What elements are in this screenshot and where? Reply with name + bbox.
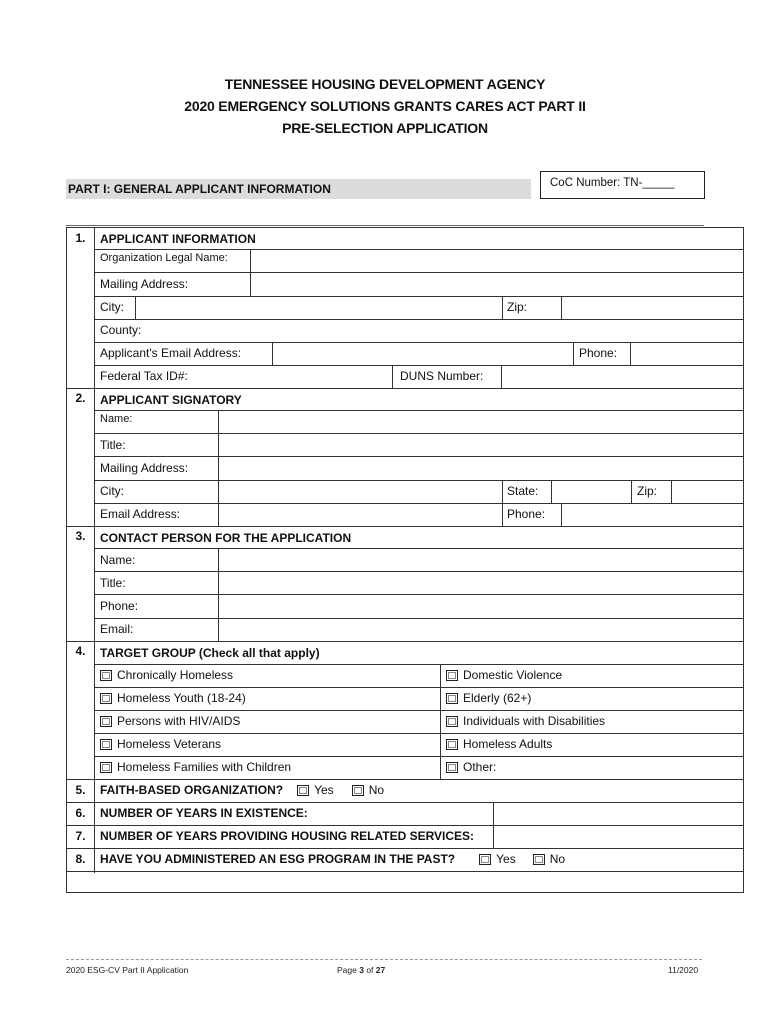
contact-email-input[interactable] — [219, 619, 744, 641]
signatory-state-label: State: — [507, 484, 539, 498]
duns-number-input[interactable] — [502, 366, 744, 388]
checkbox-icon[interactable] — [446, 693, 458, 704]
years-housing-services-label: NUMBER OF YEARS PROVIDING HOUSING RELATED SERVICES: — [100, 829, 475, 843]
number-column-divider — [94, 228, 95, 873]
checkbox-icon[interactable] — [446, 670, 458, 681]
faith-based-row — [100, 783, 384, 797]
target-individuals-disabilities[interactable]: Individuals with Disabilities — [446, 714, 605, 728]
contact-email-label: Email: — [100, 622, 134, 636]
section-number: 4. — [75, 644, 86, 658]
county-label: County: — [100, 323, 142, 337]
signatory-city-label: City: — [100, 484, 124, 498]
city-label: City: — [100, 300, 124, 314]
signatory-title-input[interactable] — [219, 434, 744, 456]
esg-past-row — [100, 852, 565, 866]
federal-tax-id-label: Federal Tax ID#: — [100, 369, 188, 383]
years-in-existence-input[interactable] — [494, 803, 744, 825]
signatory-city-input[interactable] — [219, 481, 502, 503]
checkbox-icon[interactable] — [446, 716, 458, 727]
signatory-email-label: Email Address: — [100, 507, 181, 521]
section-heading-applicant-info: APPLICANT INFORMATION — [100, 232, 256, 246]
applicant-email-label: Applicant's Email Address: — [100, 346, 242, 360]
checkbox-icon[interactable] — [100, 762, 112, 773]
county-input[interactable] — [157, 320, 744, 342]
checkbox-icon[interactable] — [479, 854, 491, 865]
duns-number-label: DUNS Number: — [400, 369, 484, 383]
applicant-phone-input[interactable] — [631, 343, 744, 365]
footer-doc-name: 2020 ESG-CV Part II Application — [66, 965, 189, 975]
esg-past-question: HAVE YOU ADMINISTERED AN ESG PROGRAM IN THE PAST? — [100, 852, 456, 866]
contact-phone-input[interactable] — [219, 595, 744, 617]
esg-past-yes[interactable]: Yes — [479, 852, 516, 866]
signatory-state-input[interactable] — [552, 481, 631, 503]
federal-tax-id-input[interactable] — [232, 366, 392, 388]
footer-page-number: Page 3 of 27 — [337, 965, 386, 975]
contact-name-label: Name: — [100, 553, 136, 567]
section-number: 5. — [75, 783, 86, 797]
checkbox-icon[interactable] — [100, 670, 112, 681]
contact-title-input[interactable] — [219, 572, 744, 594]
contact-phone-label: Phone: — [100, 599, 139, 613]
coc-number-field[interactable]: CoC Number: TN-_____ — [540, 171, 705, 199]
divider — [66, 225, 704, 226]
target-homeless-families[interactable]: Homeless Families with Children — [100, 760, 291, 774]
mailing-address-label: Mailing Address: — [100, 277, 189, 291]
signatory-title-label: Title: — [100, 438, 126, 452]
section-number: 7. — [75, 829, 86, 843]
section-number: 2. — [75, 391, 86, 405]
application-form — [66, 227, 744, 893]
doc-title-agency: TENNESSEE HOUSING DEVELOPMENT AGENCY — [224, 76, 546, 92]
checkbox-icon[interactable] — [533, 854, 545, 865]
applicant-phone-label: Phone: — [579, 346, 618, 360]
checkbox-icon[interactable] — [446, 762, 458, 773]
signatory-phone-input[interactable] — [562, 504, 744, 526]
faith-based-question: FAITH-BASED ORGANIZATION? — [100, 783, 284, 797]
org-legal-name-label: Organization Legal Name: — [100, 252, 228, 264]
doc-title-program: 2020 EMERGENCY SOLUTIONS GRANTS CARES ACT PART II — [184, 98, 586, 114]
section-number: 8. — [75, 852, 86, 866]
years-in-existence-label: NUMBER OF YEARS IN EXISTENCE: — [100, 806, 308, 820]
part-heading: PART I: GENERAL APPLICANT INFORMATION — [66, 179, 531, 199]
zip-input[interactable] — [562, 297, 744, 319]
section-number: 6. — [75, 806, 86, 820]
contact-name-input[interactable] — [219, 549, 744, 571]
signatory-mailing-address-label: Mailing Address: — [100, 461, 189, 475]
checkbox-icon[interactable] — [446, 739, 458, 750]
footer-divider — [66, 959, 702, 960]
contact-title-label: Title: — [100, 576, 126, 590]
signatory-email-input[interactable] — [219, 504, 502, 526]
faith-based-yes[interactable]: Yes — [297, 783, 334, 797]
mailing-address-input[interactable] — [251, 273, 744, 295]
target-domestic-violence[interactable]: Domestic Violence — [446, 668, 562, 682]
target-chronically-homeless[interactable]: Chronically Homeless — [100, 668, 233, 682]
signatory-phone-label: Phone: — [507, 507, 546, 521]
signatory-zip-label: Zip: — [637, 484, 658, 498]
signatory-zip-input[interactable] — [672, 481, 744, 503]
target-homeless-veterans[interactable]: Homeless Veterans — [100, 737, 221, 751]
checkbox-icon[interactable] — [297, 785, 309, 796]
checkbox-icon[interactable] — [100, 693, 112, 704]
target-other[interactable]: Other: — [446, 760, 496, 774]
target-homeless-youth[interactable]: Homeless Youth (18-24) — [100, 691, 246, 705]
zip-label: Zip: — [507, 300, 528, 314]
org-legal-name-input[interactable] — [251, 250, 744, 272]
checkbox-icon[interactable] — [352, 785, 364, 796]
signatory-mailing-address-input[interactable] — [219, 457, 744, 479]
target-persons-hiv-aids[interactable]: Persons with HIV/AIDS — [100, 714, 240, 728]
section-number: 3. — [75, 529, 86, 543]
city-input[interactable] — [136, 297, 502, 319]
target-homeless-adults[interactable]: Homeless Adults — [446, 737, 552, 751]
signatory-name-input[interactable] — [219, 411, 744, 433]
checkbox-icon[interactable] — [100, 716, 112, 727]
section-heading-target-group: TARGET GROUP (Check all that apply) — [100, 646, 320, 660]
faith-based-no[interactable]: No — [352, 783, 384, 797]
doc-title-application: PRE-SELECTION APPLICATION — [282, 120, 488, 136]
section-number: 1. — [75, 231, 86, 245]
checkbox-icon[interactable] — [100, 739, 112, 750]
esg-past-no[interactable]: No — [533, 852, 565, 866]
section-heading-contact-person: CONTACT PERSON FOR THE APPLICATION — [100, 531, 352, 545]
applicant-email-input[interactable] — [273, 343, 573, 365]
signatory-name-label: Name: — [100, 413, 133, 425]
section-heading-applicant-signatory: APPLICANT SIGNATORY — [100, 393, 242, 407]
target-elderly[interactable]: Elderly (62+) — [446, 691, 531, 705]
footer-date: 11/2020 — [668, 965, 699, 975]
years-housing-services-input[interactable] — [494, 826, 744, 848]
